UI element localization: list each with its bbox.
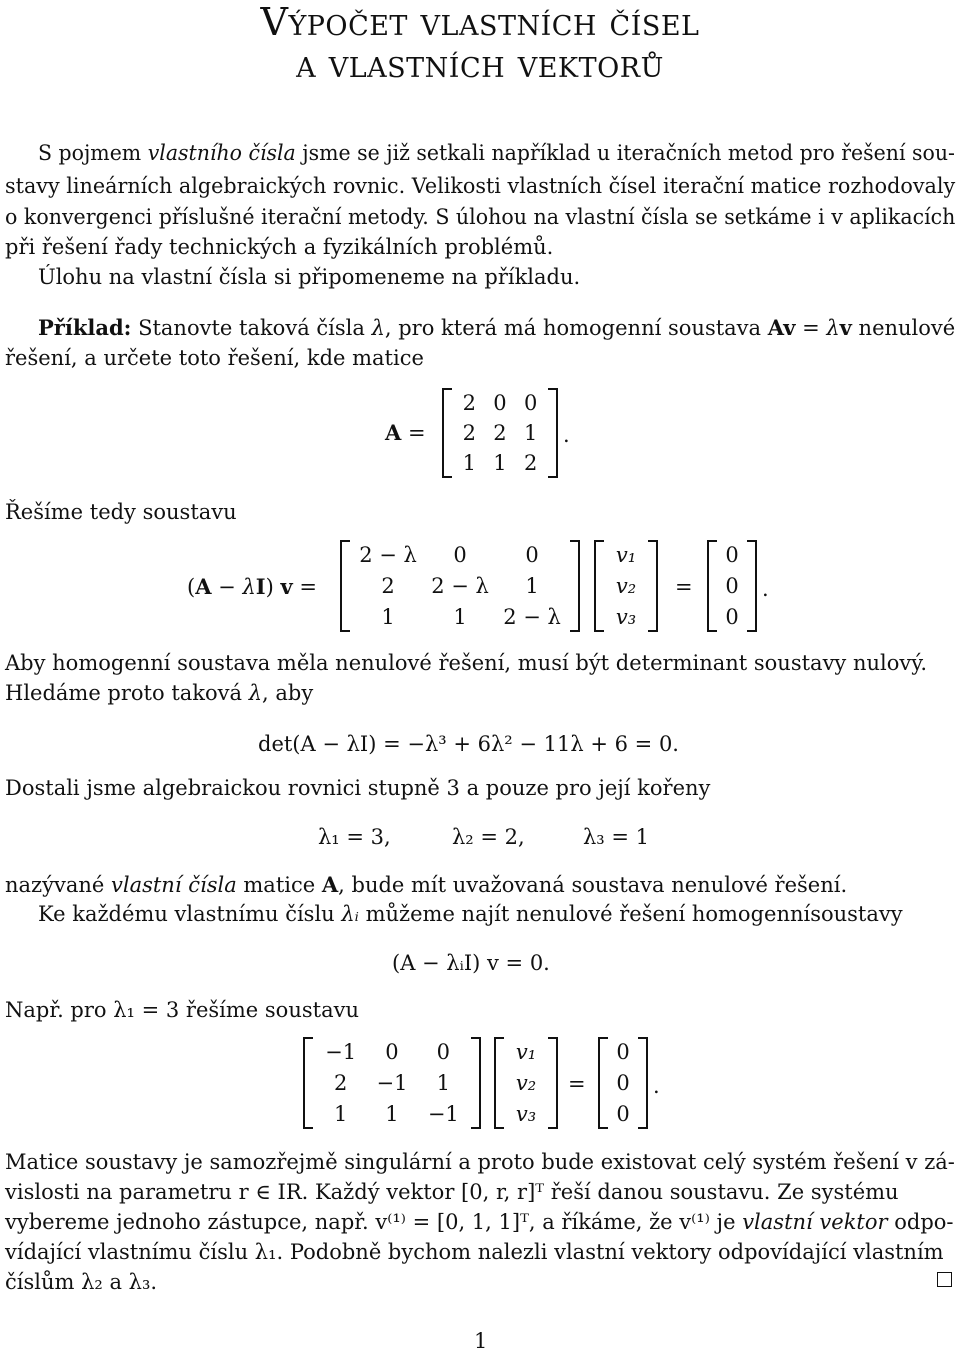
system-vector-cell: v₃ (615, 604, 637, 629)
system2-matrix-cell: 1 (436, 1070, 450, 1095)
zero-cell: 0 (616, 1040, 630, 1065)
system-vector-cell: v₁ (615, 543, 637, 568)
system-matrix-cell: 2 − λ (431, 573, 489, 598)
system-matrix (340, 540, 580, 632)
example-line-2: řešení, a určete toto řešení, kde matice (5, 346, 424, 370)
intro-line-2: stavy lineárních algebraických rovnic. Velikosti vlastních čísel iterační matice rozhodovaly (5, 174, 956, 198)
conclusion-line-4: vídající vlastnímu číslu λ₁. Podobně bychom nalezli vlastní vektory odpovídající vlastním (5, 1240, 944, 1264)
system2-zero-vector (598, 1037, 648, 1129)
system2-matrix-cell: 1 (385, 1101, 399, 1126)
system2-matrix-cell: 0 (385, 1040, 399, 1065)
system-matrix-cell: 1 (525, 573, 539, 598)
title-line-2: a vlastních vektorů (296, 42, 664, 86)
system-vector (594, 540, 658, 632)
system-zero-vector (707, 540, 757, 632)
det-equation: det(A − λI) = −λ³ + 6λ² − 11λ + 6 = 0. (258, 732, 679, 756)
napr-text: Např. pro λ₁ = 3 řešíme soustavu (5, 998, 359, 1022)
matrix-a-cell: 1 (523, 421, 538, 445)
example-line-1: Příklad: Stanovte taková čísla λ, pro která má homogenní soustava Av = λv nenulové (38, 315, 956, 340)
system2-vector (494, 1037, 558, 1129)
zero-cell: 0 (725, 604, 739, 629)
intro-line-5: Úlohu na vlastní čísla si připomeneme na příkladu. (38, 265, 581, 289)
system2-vector-cell: v₂ (515, 1070, 537, 1095)
system-period: . (762, 577, 769, 601)
intro-line-4: při řešení řady technických a fyzikálních problémů. (5, 235, 554, 259)
matrix-a-cell: 2 (462, 421, 477, 445)
system2-period: . (653, 1074, 660, 1098)
zero-cell: 0 (725, 573, 739, 598)
system-matrix-cell: 2 (381, 573, 395, 598)
system2-vector-cell: v₁ (515, 1040, 537, 1065)
named-line-1: nazývané vlastní čísla matice A, bude mít uvažovaná soustava nenulové řešení. (5, 872, 848, 897)
matrix-a-cell: 2 (523, 451, 538, 475)
roots-text: Dostali jsme algebraickou rovnici stupně 3 a pouze pro její kořeny (5, 776, 711, 800)
zero-cell: 0 (725, 543, 739, 568)
system2-matrix-cell: 1 (333, 1101, 348, 1126)
conclusion-line-1: Matice soustavy je samozřejmě singulární a proto bude existovat celý systém řešení v zá- (5, 1150, 955, 1174)
matrix-a-period: . (563, 423, 570, 447)
page-number: 1 (474, 1329, 488, 1353)
system-vector-cell: v₂ (615, 573, 637, 598)
matrix-a-label: A = (385, 420, 426, 445)
system-matrix-cell: 0 (453, 543, 467, 568)
matrix-a-cell: 0 (523, 391, 538, 415)
matrix-a-cell: 1 (462, 451, 477, 475)
system-matrix-cell: 1 (381, 604, 395, 629)
conclusion-line-5: číslům λ₂ a λ₃. (5, 1270, 158, 1294)
title-line-1: Výpočet vlastních čísel (260, 0, 700, 44)
named-line-2: Ke každému vlastnímu číslu λᵢ můžeme najít nenulové řešení homogennísoustavy (38, 902, 903, 926)
intro-line-3: o konvergenci příslušné iterační metody. S úlohou na vlastní čísla se setkáme i v aplikacích (5, 205, 956, 229)
matrix-a-cell: 1 (493, 451, 507, 475)
homogeneous-equation: (A − λᵢI) v = 0. (392, 951, 550, 975)
system2-equals: = (568, 1072, 586, 1096)
root-3: λ₃ = 1 (583, 825, 650, 849)
system-lhs: (A − λI) v = (187, 574, 317, 599)
matrix-a-cell: 2 (493, 421, 507, 445)
system2-matrix-cell: 2 (333, 1070, 348, 1095)
solve-text: Řešíme tedy soustavu (5, 500, 237, 524)
system-matrix-cell: 2 − λ (359, 543, 417, 568)
system2-matrix-cell: −1 (376, 1070, 408, 1095)
root-2: λ₂ = 2, (452, 825, 525, 849)
qed-square-icon (937, 1272, 952, 1287)
system2-matrix (303, 1037, 481, 1129)
zero-cell: 0 (616, 1101, 630, 1126)
system-equals: = (675, 575, 693, 599)
system-matrix-cell: 1 (453, 604, 467, 629)
system2-matrix-cell: −1 (325, 1040, 357, 1065)
zero-cell: 0 (616, 1070, 630, 1095)
system-matrix-cell: 0 (525, 543, 539, 568)
matrix-a-cell: 2 (462, 391, 477, 415)
system-matrix-cell: 2 − λ (503, 604, 561, 629)
det-line-2: Hledáme proto taková λ, aby (5, 681, 314, 705)
conclusion-line-2: vislosti na parametru r ∈ IR. Každý vektor [0, r, r]ᵀ řeší danou soustavu. Ze systému (5, 1180, 899, 1204)
conclusion-line-3: vybereme jednoho zástupce, např. v⁽¹⁾ = [0, 1, 1]ᵀ, a říkáme, že v⁽¹⁾ je vlastní vektor odpo- (5, 1210, 954, 1234)
intro-line-1: S pojmem vlastního čísla jsme se již setkali například u iteračních metod pro řešení sou- (38, 141, 955, 165)
root-1: λ₁ = 3, (318, 825, 391, 849)
system2-matrix-cell: −1 (427, 1101, 459, 1126)
system2-vector-cell: v₃ (515, 1101, 537, 1126)
matrix-a (442, 388, 558, 478)
matrix-a-cell: 0 (493, 391, 507, 415)
system2-matrix-cell: 0 (436, 1040, 450, 1065)
det-line-1: Aby homogenní soustava měla nenulové řešení, musí být determinant soustavy nulový. (5, 651, 927, 675)
